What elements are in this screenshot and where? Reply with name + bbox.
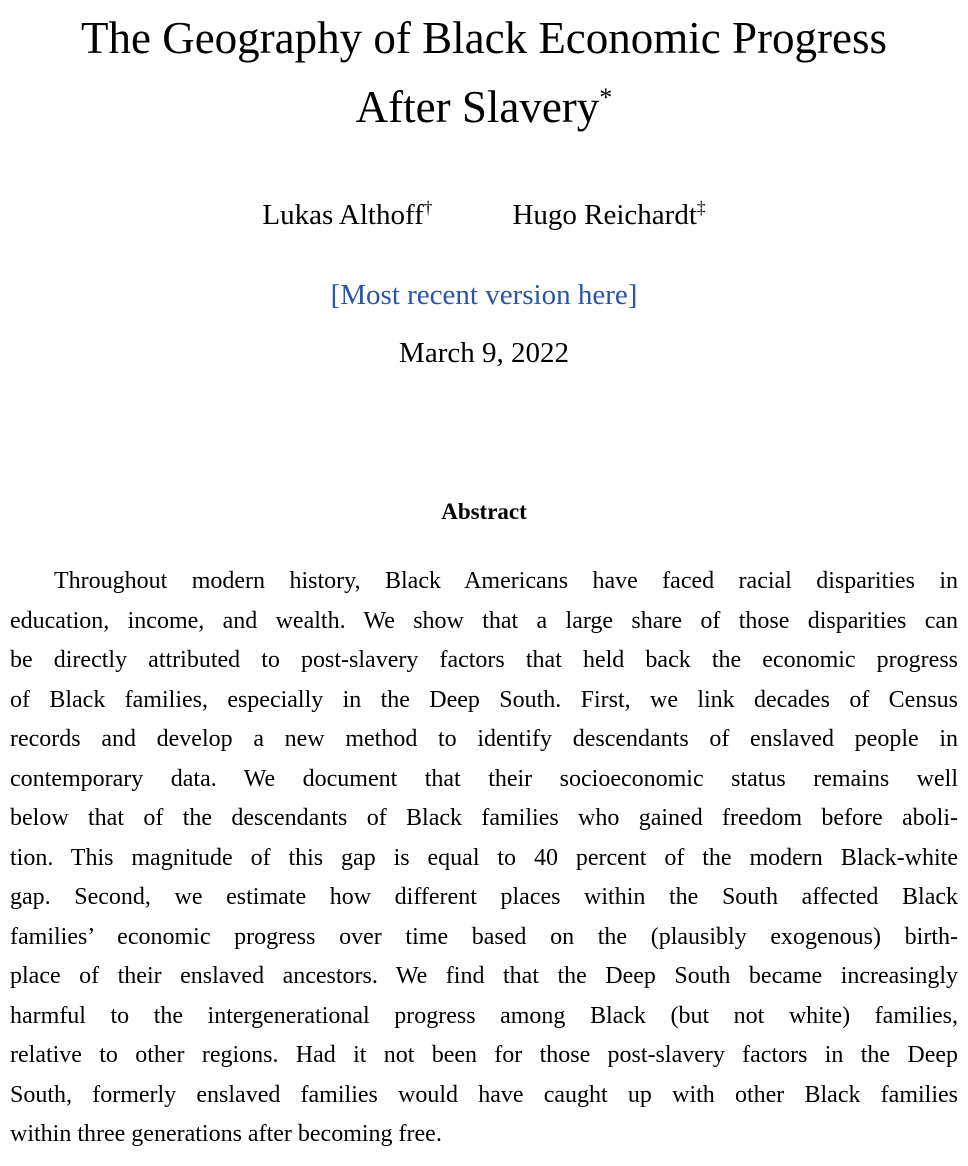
abstract-line: of Black families, especially in the Deep South. First, we link decades of Census bbox=[10, 686, 958, 713]
abstract-line: be directly attributed to post-slavery factors that held back the economic progress bbox=[10, 647, 958, 673]
abstract-line: below that of the descendants of Black families who gained freedom before aboli- bbox=[10, 805, 958, 831]
title-footnote-mark: * bbox=[599, 83, 613, 112]
most-recent-version-link[interactable]: [Most recent version here] bbox=[330, 279, 638, 311]
author-1 bbox=[262, 197, 432, 233]
version-link-row bbox=[0, 277, 968, 313]
title-line-2-text: After Slavery bbox=[355, 82, 600, 132]
abstract-line: harmful to the intergenerational progress among Black (but not white) families, bbox=[10, 1002, 958, 1029]
abstract-line: within three generations after becoming free. bbox=[10, 1121, 442, 1147]
abstract-line: records and develop a new method to identify descendants of enslaved people in bbox=[10, 726, 958, 752]
abstract-line: families’ economic progress over time based on the (plausibly exogenous) birth- bbox=[10, 923, 958, 950]
author-row bbox=[0, 197, 968, 233]
title-line-2 bbox=[0, 73, 968, 142]
author-1-name: Lukas Althoff bbox=[262, 199, 424, 231]
abstract-line: tion. This magnitude of this gap is equal to 40 percent of the modern Black-white bbox=[10, 844, 958, 871]
author-1-affiliation-mark: † bbox=[423, 197, 433, 218]
paper-date: March 9, 2022 bbox=[399, 337, 569, 369]
title-line-1: The Geography of Black Economic Progress bbox=[80, 13, 888, 63]
abstract-line: place of their enslaved ancestors. We find that the Deep South became increasingly bbox=[10, 963, 958, 989]
abstract-heading: Abstract bbox=[441, 499, 527, 524]
abstract-line: gap. Second, we estimate how different places within the South affected Black bbox=[10, 884, 958, 910]
abstract-line: contemporary data. We document that their socioeconomic status remains well bbox=[10, 765, 958, 792]
abstract-line: Throughout modern history, Black Americans have faced racial disparities in bbox=[54, 568, 958, 594]
abstract-body bbox=[0, 562, 968, 1155]
author-2 bbox=[512, 197, 705, 233]
author-2-affiliation-mark: ‡ bbox=[696, 197, 706, 218]
abstract-line: relative to other regions. Had it not been for those post-slavery factors in the Deep bbox=[10, 1042, 958, 1068]
abstract-line: education, income, and wealth. We show that a large share of those disparities can bbox=[10, 607, 958, 634]
author-2-name: Hugo Reichardt bbox=[512, 199, 697, 231]
abstract-line: South, formerly enslaved families would have caught up with other Black families bbox=[10, 1081, 958, 1108]
paper-title bbox=[0, 0, 968, 142]
